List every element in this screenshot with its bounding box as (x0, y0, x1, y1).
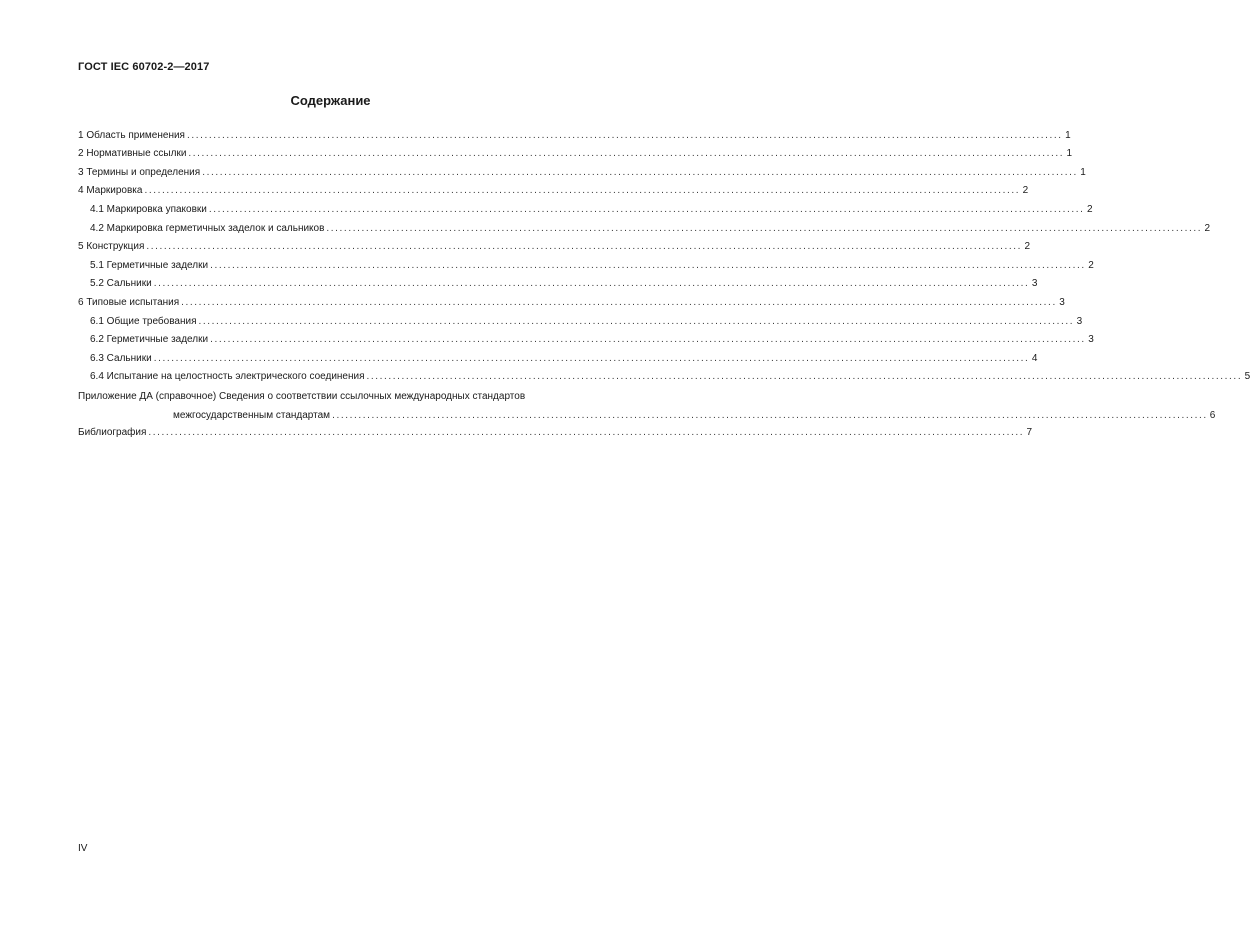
toc-subentry[interactable] (78, 328, 1094, 347)
toc-entry-label: 6.2 Герметичные заделки (90, 334, 209, 346)
toc-subentry[interactable] (78, 253, 1094, 272)
appendix-title-continued: межгосударственным стандартам (173, 409, 331, 421)
toc-entry-page: 2 (1086, 203, 1093, 215)
toc-subentry[interactable] (78, 216, 1211, 235)
toc-leader: ........................................................................................................................................................................................................ (326, 222, 1203, 234)
toc-leader: ........................................................................................................................................................................................................ (146, 241, 1023, 253)
toc-entry-page: 4 (1031, 352, 1038, 364)
toc-entry-label: 6 Типовые испытания (78, 296, 180, 308)
toc-leader: ........................................................................................................................................................................................................ (198, 315, 1075, 327)
toc-entry-label: 6.4 Испытание на целостность электрического соединения (90, 371, 365, 383)
toc-entry-label: 5.2 Сальники (90, 278, 152, 290)
toc-leader: ........................................................................................................................................................................................................ (186, 129, 1063, 141)
toc-entry[interactable] (78, 123, 1071, 142)
toc-leader: ........................................................................................................................................................................................................ (210, 334, 1086, 346)
toc-subentry[interactable] (78, 197, 1093, 216)
toc-leader: ........................................................................................................................................................................................................ (144, 185, 1021, 197)
toc-leader: ........................................................................................................................................................................................................ (153, 278, 1030, 290)
toc-subentry[interactable] (78, 272, 1038, 291)
toc-entry-label: 2 Нормативные ссылки (78, 148, 187, 160)
toc-subentry[interactable] (78, 365, 1250, 384)
toc-subentry[interactable] (78, 309, 1083, 328)
toc-entry-label: 5 Конструкция (78, 241, 145, 253)
toc-entry-label: 6.3 Сальники (90, 352, 152, 364)
toc-entry-page: 1 (1080, 166, 1086, 178)
toc-entry-label: Библиография (78, 427, 147, 439)
table-of-contents (78, 123, 1250, 439)
toc-entry[interactable] (78, 160, 1086, 179)
toc-entry-page: 2 (1088, 259, 1094, 271)
toc-entry[interactable] (78, 235, 1031, 254)
toc-title: Содержание (290, 93, 371, 108)
toc-bibliography-entry[interactable] (78, 421, 1033, 440)
toc-entry-page: 7 (1026, 427, 1033, 439)
toc-leader: ........................................................................................................................................................................................................ (202, 166, 1078, 178)
toc-entry-label: 5.1 Герметичные заделки (90, 259, 209, 271)
toc-entry-page: 1 (1066, 148, 1073, 160)
toc-entry-page: 3 (1088, 334, 1094, 346)
toc-leader: ........................................................................................................................................................................................................ (153, 352, 1030, 364)
toc-subentry[interactable] (78, 346, 1038, 365)
toc-entry-page: 6 (1209, 409, 1216, 421)
toc-entry-label: 1 Область применения (78, 129, 185, 141)
toc-entry-page: 1 (1065, 129, 1071, 141)
toc-leader: ........................................................................................................................................................................................................ (188, 148, 1065, 160)
toc-leader: ........................................................................................................................................................................................................ (208, 203, 1085, 215)
toc-entry-page: 3 (1059, 296, 1065, 308)
toc-leader: ........................................................................................................................................................................................................ (332, 409, 1208, 421)
toc-entry-page: 5 (1244, 371, 1250, 383)
toc-entry-label: 4.1 Маркировка упаковки (90, 203, 207, 215)
toc-entry-page: 3 (1031, 278, 1038, 290)
toc-entry[interactable] (78, 179, 1029, 198)
page-number: IV (78, 843, 88, 854)
document-code: ГОСТ IEC 60702-2—2017 (78, 61, 210, 73)
toc-entry-label: 4.2 Маркировка герметичных заделок и сальников (90, 222, 325, 234)
toc-entry[interactable] (78, 142, 1073, 161)
toc-leader: ........................................................................................................................................................................................................ (181, 296, 1057, 308)
toc-entry-page: 2 (1024, 241, 1031, 253)
toc-leader: ........................................................................................................................................................................................................ (148, 427, 1025, 439)
toc-entry-page: 2 (1204, 222, 1211, 234)
toc-entry-label: 3 Термины и определения (78, 166, 201, 178)
toc-entry-label: 6.1 Общие требования (90, 315, 197, 327)
appendix-title: Приложение ДА (справочное) Сведения о соответствии ссылочных международных стандартов (78, 390, 526, 402)
toc-entry[interactable] (78, 290, 1065, 309)
toc-entry-label: 4 Маркировка (78, 185, 143, 197)
toc-leader: ........................................................................................................................................................................................................ (210, 259, 1086, 271)
toc-leader: ........................................................................................................................................................................................................ (366, 371, 1243, 383)
toc-entry-page: 2 (1022, 185, 1029, 197)
toc-entry-page: 3 (1076, 315, 1083, 327)
toc-appendix-entry[interactable] (78, 383, 1216, 421)
